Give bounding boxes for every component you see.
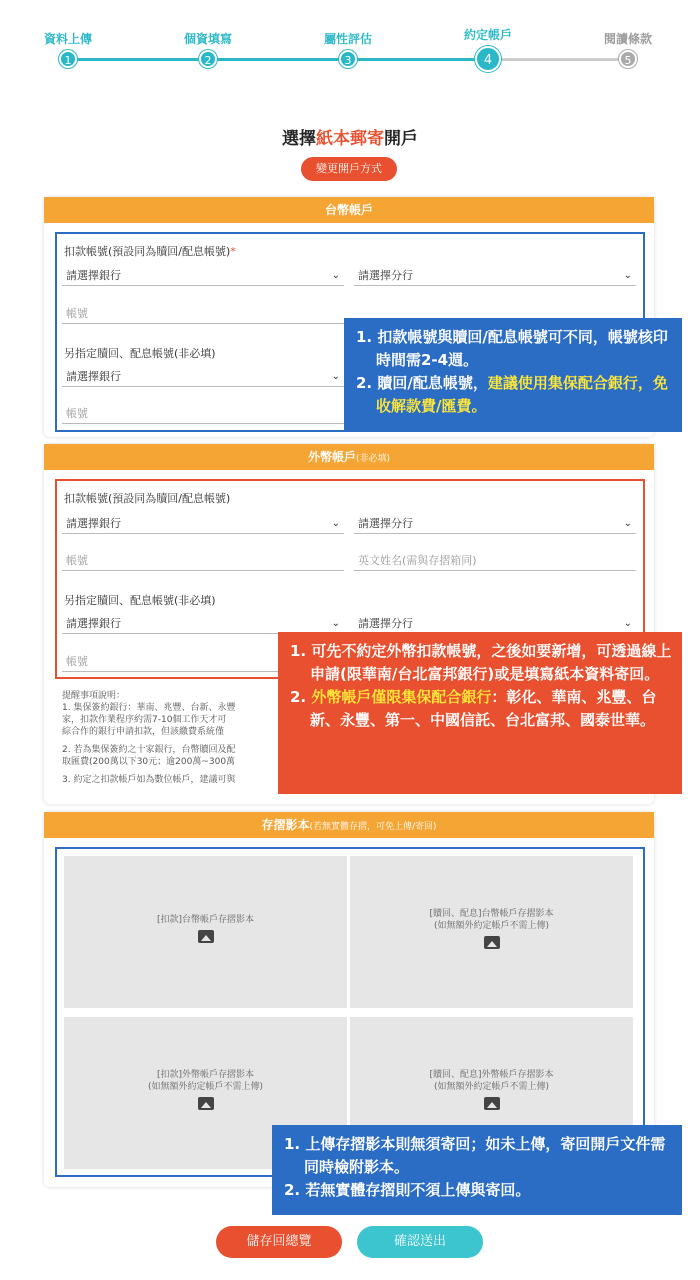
fx-callout (278, 632, 682, 794)
step-3-dot: 3 (339, 50, 357, 68)
progress-stepper (0, 0, 700, 80)
upload-note: (如無額外約定帳戶不需上傳) (433, 1082, 550, 1092)
chevron-down-icon: ⌄ (623, 270, 632, 281)
passbook-callout-item-2: 2. 若無實體存摺則不須上傳與寄回。 (284, 1181, 531, 1199)
upload-label: [贖回、配息]外幣帳戶存摺影本 (429, 1070, 554, 1080)
passbook-header-note: (若無實體存摺，可免上傳/寄回) (309, 822, 437, 832)
title-prefix: 選擇 (282, 129, 316, 149)
passbook-card-header (44, 812, 654, 838)
image-icon (484, 1097, 500, 1110)
twd-debit-label-text: 扣款帳號(預設同為贖回/配息帳號) (64, 245, 231, 258)
image-icon (198, 930, 214, 943)
passbook-header-text: 存摺影本 (261, 818, 310, 832)
fx-card-header (44, 444, 654, 470)
step-3 (308, 30, 388, 47)
step-1-label: 資料上傳 (43, 32, 92, 46)
chevron-down-icon: ⌄ (623, 618, 632, 629)
fx-alt-branch-select-text: 請選擇分行 (358, 617, 413, 630)
notes-line: 家，扣款作業程序約需7-10個工作天才可 (62, 715, 227, 725)
chevron-down-icon: ⌄ (623, 518, 632, 529)
twd-alt-bank-select-text: 請選擇銀行 (66, 370, 121, 383)
fx-callout-item-2 (290, 686, 672, 732)
step-1 (28, 30, 108, 47)
chevron-down-icon: ⌄ (331, 270, 340, 281)
chevron-down-icon: ⌄ (331, 518, 340, 529)
fx-branch-select-text: 請選擇分行 (358, 517, 413, 530)
step-4 (448, 26, 528, 43)
fx-callout-item-2-prefix: 2. (290, 688, 312, 706)
twd-alt-account-input[interactable]: 帳號 (62, 404, 344, 424)
twd-branch-select-text: 請選擇分行 (358, 269, 413, 282)
fx-bank-select-text: 請選擇銀行 (66, 517, 121, 530)
upload-twd-redeem[interactable] (350, 856, 633, 1008)
chevron-down-icon: ⌄ (331, 371, 340, 382)
save-to-overview-button[interactable]: 儲存回總覽 (216, 1226, 342, 1258)
fx-debit-label: 扣款帳號(預設同為贖回/配息帳號) (64, 492, 231, 505)
title-suffix: 開戶 (384, 129, 418, 149)
fx-alt-branch-select[interactable] (354, 614, 636, 634)
change-method-button[interactable]: 變更開戶方式 (301, 157, 397, 181)
twd-alt-label: 另指定贖回、配息帳號(非必填) (64, 347, 216, 360)
twd-branch-select[interactable] (354, 266, 636, 286)
twd-bank-select-text: 請選擇銀行 (66, 269, 121, 282)
fx-alt-bank-select[interactable] (62, 614, 344, 634)
upload-twd-debit[interactable] (64, 856, 347, 1008)
upload-note: (如無額外約定帳戶不需上傳) (147, 1082, 264, 1092)
stepper-line-done (68, 58, 488, 61)
title-highlight: 紙本郵寄 (316, 129, 384, 149)
confirm-submit-button[interactable]: 確認送出 (357, 1226, 483, 1258)
twd-callout-item-1: 1. 扣款帳號與贖回/配息帳號可不同，帳號核印時間需2-4週。 (356, 328, 668, 369)
twd-callout-item-2 (356, 372, 672, 418)
twd-callout (344, 318, 682, 432)
step-4-dot: 4 (475, 46, 501, 72)
step-3-label: 屬性評估 (323, 32, 372, 46)
twd-account-input[interactable]: 帳號 (62, 304, 352, 324)
reminder-notes (62, 690, 292, 786)
fx-header-note: (非必填) (355, 454, 391, 464)
page-title (0, 124, 700, 149)
notes-line: 取匯費(200萬以下30元；逾200萬~300萬 (62, 757, 236, 767)
notes-line: 1. 集保簽約銀行：華南、兆豐、台新、永豐 (62, 703, 236, 713)
fx-alt-label: 另指定贖回、配息帳號(非必填) (64, 594, 216, 607)
notes-line: 綜合作的銀行申請扣款，但該繳費系統僅 (62, 727, 225, 737)
step-5-label: 閱讀條款 (603, 32, 652, 46)
twd-alt-bank-select[interactable] (62, 367, 344, 387)
fx-callout-item-1: 1. 可先不約定外幣扣款帳號，之後如要新增，可透過線上申請(限華南/台北富邦銀行)或是填寫紙本資料寄回。 (290, 642, 672, 683)
fx-header-text: 外幣帳戶 (307, 450, 356, 464)
step-1-dot: 1 (59, 50, 77, 68)
stepper-line-pending (488, 58, 628, 61)
upload-note: (如無額外約定帳戶不需上傳) (433, 921, 550, 931)
fx-bank-select[interactable] (62, 514, 344, 534)
twd-bank-select[interactable] (62, 266, 344, 286)
chevron-down-icon: ⌄ (331, 618, 340, 629)
step-5 (588, 30, 668, 47)
step-2-dot: 2 (199, 50, 217, 68)
passbook-callout (272, 1125, 682, 1215)
step-2-label: 個資填寫 (183, 32, 232, 46)
fx-alt-account-input[interactable]: 帳號 (62, 652, 344, 672)
step-4-label: 約定帳戶 (463, 28, 512, 42)
required-mark: * (230, 245, 236, 258)
upload-label: [扣款]外幣帳戶存摺影本 (156, 1070, 255, 1080)
notes-heading: 提醒事項說明： (62, 691, 126, 701)
fx-alt-bank-select-text: 請選擇銀行 (66, 617, 121, 630)
twd-debit-label (64, 243, 236, 259)
step-5-dot: 5 (619, 50, 637, 68)
fx-callout-item-2-suffix: ：彰化、華南、兆豐、台新、永豐、第一、中國信託、台北富邦、國泰世華。 (310, 688, 657, 729)
twd-callout-item-2-prefix: 2. 贖回/配息帳號， (356, 374, 488, 392)
passbook-callout-item-1: 1. 上傳存摺影本則無須寄回；如未上傳，寄回開戶文件需同時檢附影本。 (284, 1135, 666, 1176)
step-2 (168, 30, 248, 47)
upload-label: [扣款]台幣帳戶存摺影本 (156, 915, 255, 925)
fx-account-input[interactable]: 帳號 (62, 551, 344, 571)
twd-card-header: 台幣帳戶 (44, 197, 654, 223)
notes-line: 3. 約定之扣款帳戶如為數位帳戶，建議可與 (62, 775, 236, 785)
fx-english-name-input[interactable]: 英文姓名(需與存摺箱同) (354, 551, 636, 571)
image-icon (484, 936, 500, 949)
twd-callout-item-2-highlight: 建議使用集保配合銀行，免收解款費/匯費。 (376, 374, 668, 415)
notes-line: 2. 若為集保簽約之十家銀行，台幣贖回及配 (62, 745, 236, 755)
fx-callout-item-2-highlight: 外幣帳戶僅限集保配合銀行 (311, 688, 492, 706)
upload-label: [贖回、配息]台幣帳戶存摺影本 (429, 909, 554, 919)
fx-branch-select[interactable] (354, 514, 636, 534)
image-icon (198, 1097, 214, 1110)
